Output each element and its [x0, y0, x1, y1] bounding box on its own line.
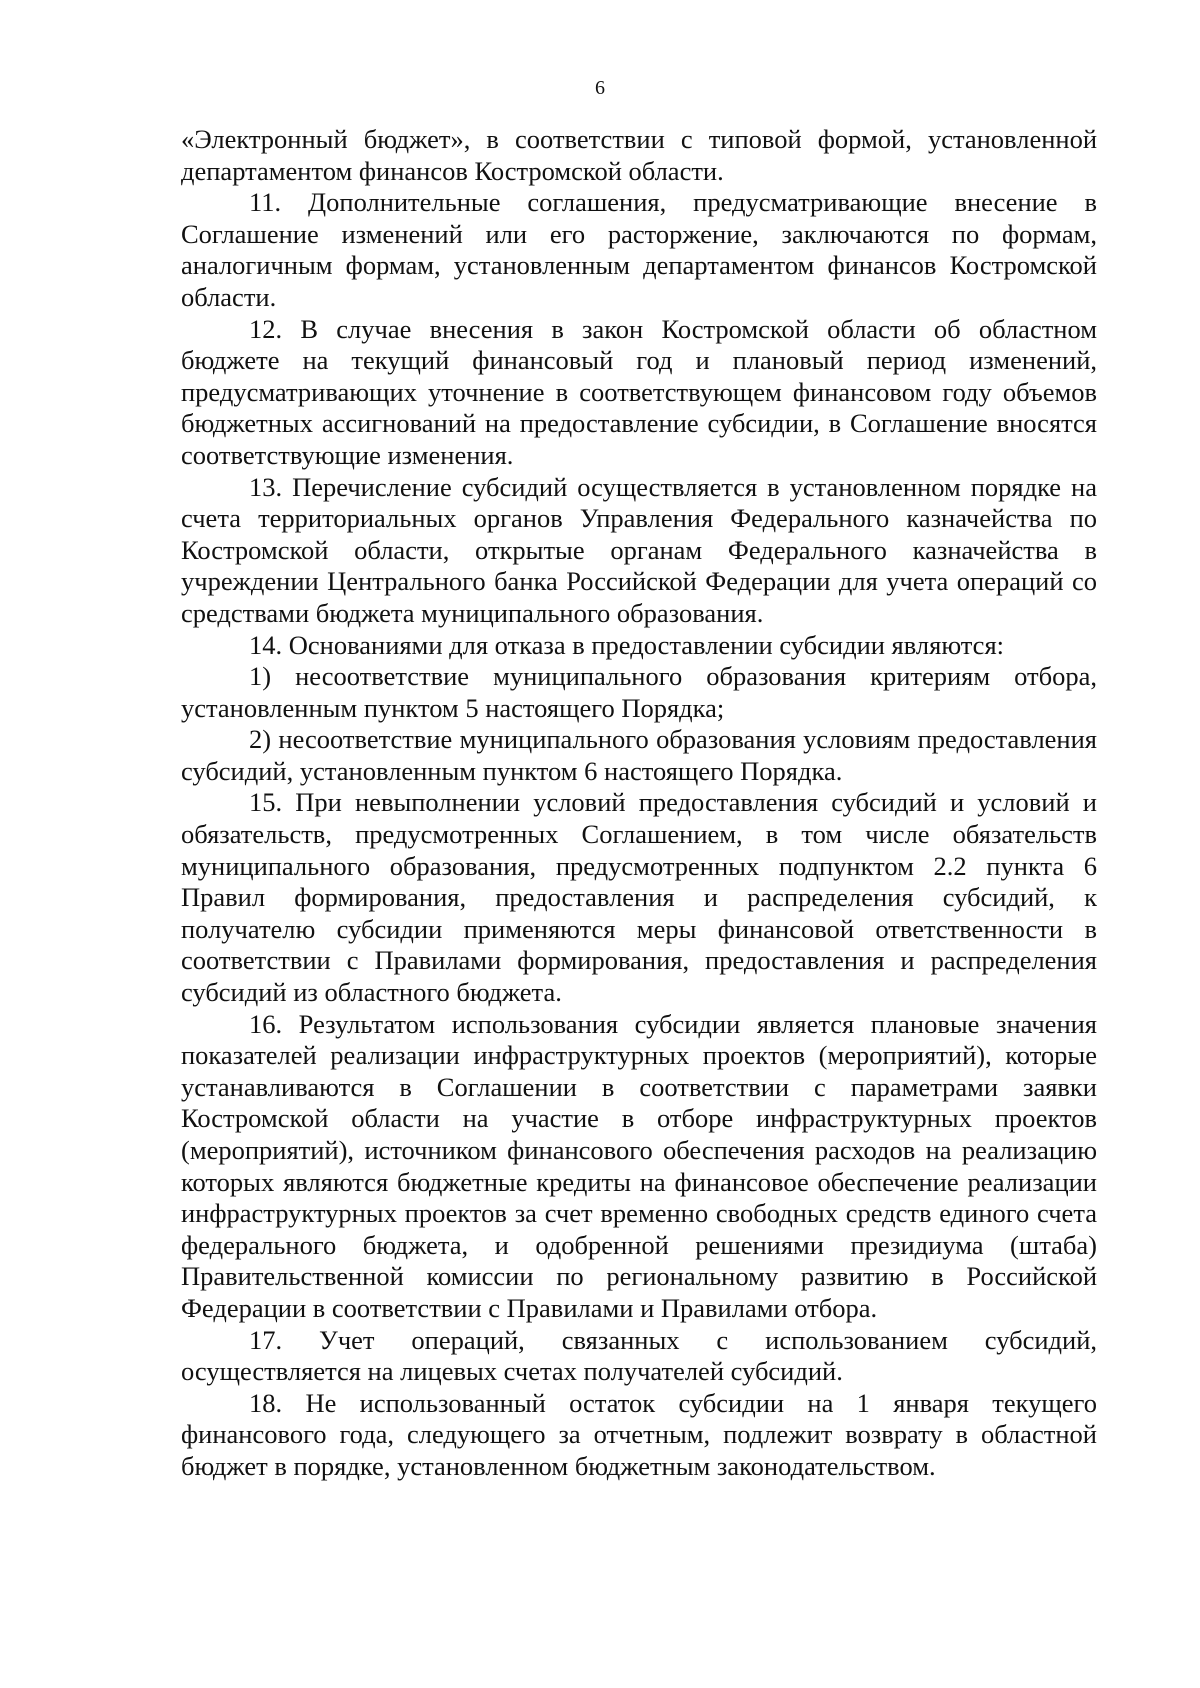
paragraph-18: 18. Не использованный остаток субсидии на 1 января текущего финансового года, следующего за отчетным, подлежит возврату в областной бюджет в порядке, установленном бюджетным законодательством. [181, 1387, 1097, 1481]
paragraph-17: 17. Учет операций, связанных с использованием субсидий, осуществляется на лицевых счетах получателей субсидий. [181, 1324, 1097, 1387]
paragraph-14-item-2: 2) несоответствие муниципального образования условиям предоставления субсидий, установленным пунктом 6 настоящего Порядка. [181, 724, 1097, 786]
page-number: 6 [595, 77, 605, 99]
paragraph-16: 16. Результатом использования субсидии является плановые значения показателей реализации инфраструктурных проектов (мероприятий), которые устанавливаются в Соглашении в соответствии с параметрами заявки Костромской области на участие в отборе инфраструктурных проектов (мероприятий), источником финансового обеспечения расходов на реализацию которых являются бюджетные кредиты на финансовое обеспечение реализации инфраструктурных проектов за счет временно свободных средств единого счета федерального бюджета, и одобренной решениями президиума (штаба) Правительственной комиссии по региональному развитию в Российской Федерации в соответствии с Правилами и Правилами отбора. [181, 1008, 1097, 1323]
paragraph-12: 12. В случае внесения в закон Костромской области об областном бюджете на текущий финансовый год и плановый период изменений, предусматривающих уточнение в соответствующем финансовом году объемов бюджетных ассигнований на предоставление субсидии, в Соглашение вносятся соответствующие изменения. [181, 313, 1097, 470]
paragraph-15: 15. При невыполнении условий предоставления субсидий и условий и обязательств, предусмотренных Соглашением, в том числе обязательств муниципального образования, предусмотренных подпунктом 2.2 пункта 6 Правил формирования, предоставления и распределения субсидий, к получателю субсидии применяются меры финансовой ответственности в соответствии с Правилами формирования, предоставления и распределения субсидий из областного бюджета. [181, 787, 1097, 1008]
paragraph-14-item-1: 1) несоответствие муниципального образования критериям отбора, установленным пунктом 5 настоящего Порядка; [181, 661, 1097, 723]
paragraph-13: 13. Перечисление субсидий осуществляется в установленном порядке на счета территориальных органов Управления Федерального казначейства по Костромской области, открытые органам Федерального казначейства в учреждении Центрального банка Российской Федерации для учета операций со средствами бюджета муниципального образования. [181, 471, 1097, 628]
paragraph-14: 14. Основаниями для отказа в предоставлении субсидии являются: [249, 629, 1004, 660]
paragraph-continuation: «Электронный бюджет», в соответствии с типовой формой, установленной департаментом финансов Костромской области. [181, 124, 1097, 186]
document-body [181, 124, 1097, 1483]
paragraph-11: 11. Дополнительные соглашения, предусматривающие внесение в Соглашение изменений или его расторжение, заключаются по формам, аналогичным формам, установленным департаментом финансов Костромской области. [181, 187, 1097, 312]
